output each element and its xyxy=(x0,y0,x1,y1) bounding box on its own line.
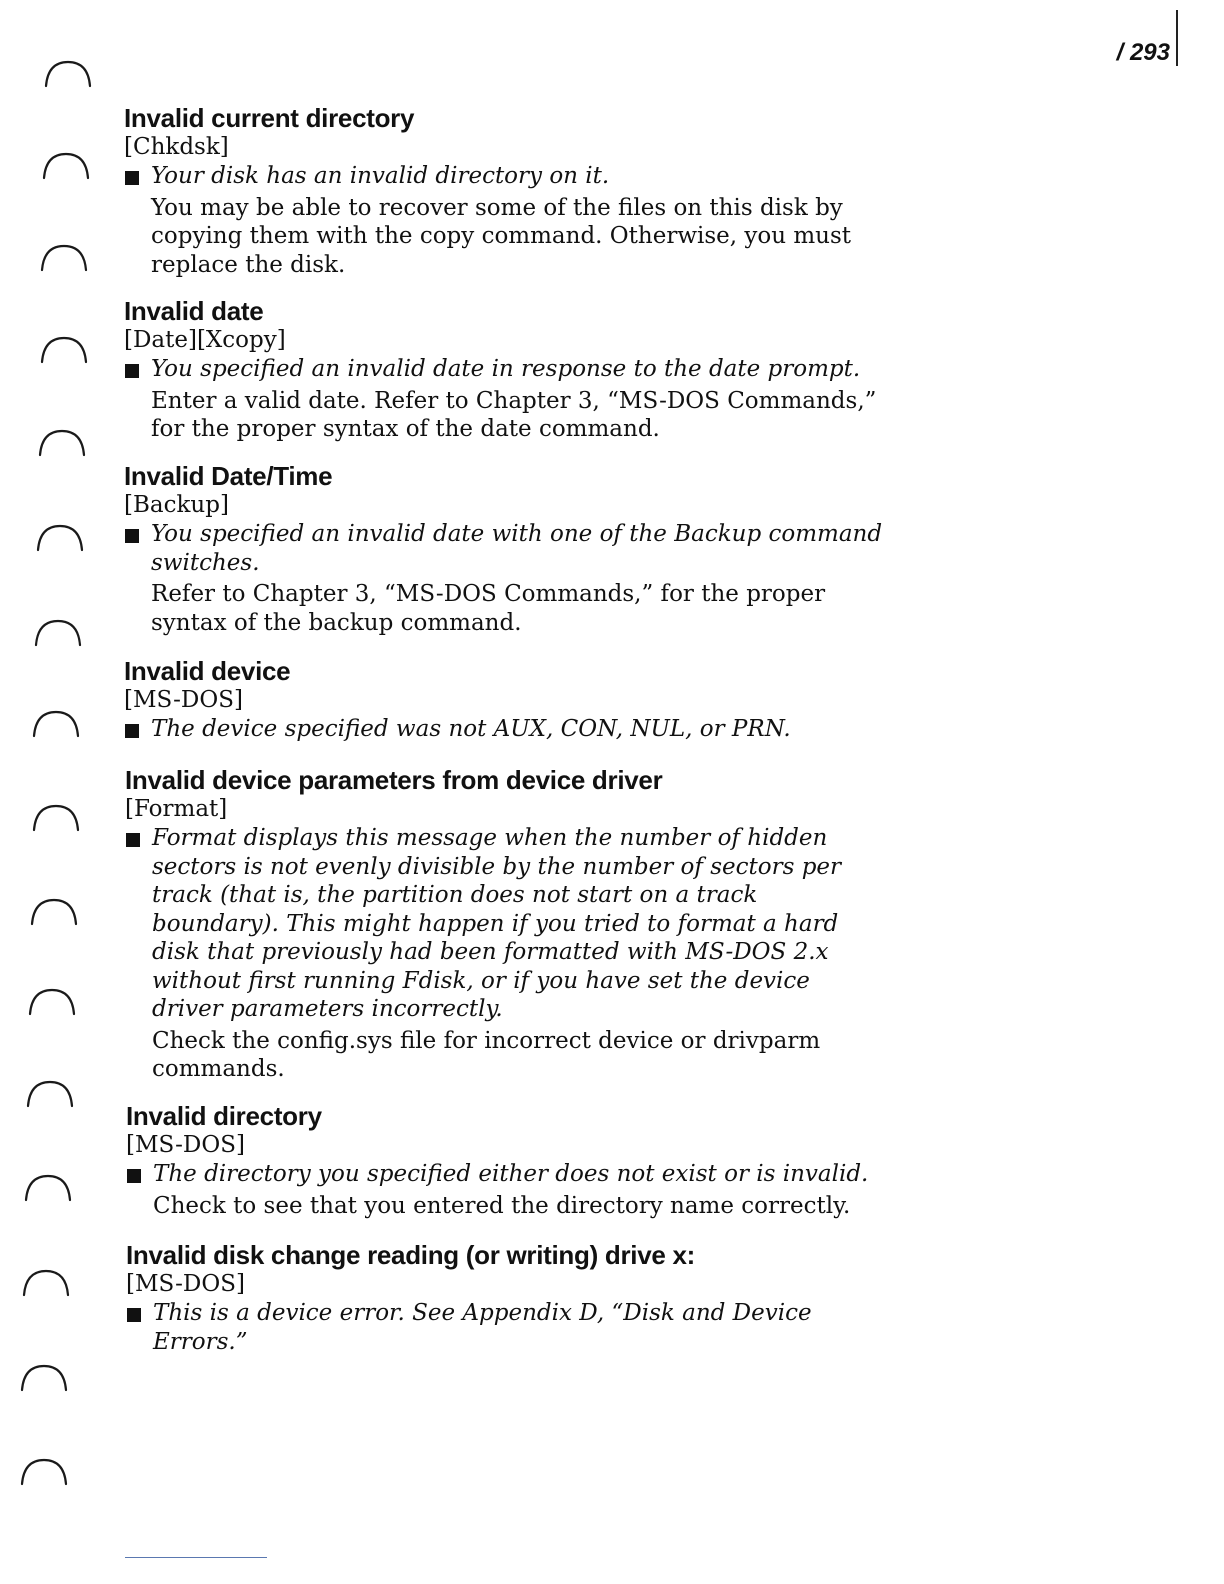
bottom-rule xyxy=(125,1557,267,1558)
message-title: Invalid current directory xyxy=(124,103,415,133)
message-source: [Format] xyxy=(125,796,228,822)
message-entry xyxy=(124,103,884,279)
message-detail xyxy=(126,1299,886,1356)
message-description: The directory you specified either does not exist or is invalid. xyxy=(153,1161,869,1187)
message-source: [MS-DOS] xyxy=(126,1132,245,1158)
message-title: Invalid directory xyxy=(126,1101,322,1131)
message-entry xyxy=(124,656,884,744)
bullet-icon xyxy=(125,724,139,738)
message-description: You specified an invalid date with one of the Backup command switches. xyxy=(151,521,883,576)
message-source: [MS-DOS] xyxy=(126,1271,245,1297)
message-entry xyxy=(124,461,884,637)
message-detail xyxy=(124,715,884,744)
message-description: The device specified was not AUX, CON, NUL, or PRN. xyxy=(151,716,791,742)
message-action: Check to see that you entered the directory name correctly. xyxy=(153,1192,851,1219)
message-description: You specified an invalid date in response to the date prompt. xyxy=(151,356,861,382)
message-action: Enter a valid date. Refer to Chapter 3, “MS-DOS Commands,” for the proper syntax of the date command. xyxy=(151,387,877,442)
bullet-icon xyxy=(125,529,139,543)
message-action: You may be able to recover some of the files on this disk by copying them with the copy command. Otherwise, you must replace the disk. xyxy=(151,194,852,278)
message-detail xyxy=(124,520,884,637)
message-description: Format displays this message when the number of hidden sectors is not evenly divisible by the number of sectors per track (that is, the partition does not start on a track boundary). This might happen if you tried to format a hard disk that previously had been formatted with MS-DOS 2.x without first running Fdisk, or if you have set the device driver parameters incorrectly. xyxy=(152,825,842,1022)
message-source: [Chkdsk] xyxy=(124,134,229,160)
message-entry xyxy=(125,765,885,1084)
bullet-icon xyxy=(127,1308,141,1322)
message-entry xyxy=(126,1240,886,1356)
message-source: [Backup] xyxy=(124,492,229,518)
message-description: This is a device error. See Appendix D, “Disk and Device Errors.” xyxy=(153,1300,812,1355)
message-detail xyxy=(126,1160,886,1220)
bullet-icon xyxy=(125,364,139,378)
message-source: [Date][Xcopy] xyxy=(124,327,286,353)
message-title: Invalid Date/Time xyxy=(124,461,333,491)
message-action: Check the config.sys file for incorrect device or drivparm commands. xyxy=(152,1027,821,1082)
bullet-icon xyxy=(125,171,139,185)
message-entry xyxy=(124,296,884,444)
message-description: Your disk has an invalid directory on it. xyxy=(151,163,610,189)
message-title: Invalid device xyxy=(124,656,291,686)
bullet-icon xyxy=(127,1169,141,1183)
message-source: [MS-DOS] xyxy=(124,687,243,713)
message-detail xyxy=(124,355,884,444)
message-title: Invalid disk change reading (or writing) drive x: xyxy=(126,1240,695,1270)
message-detail xyxy=(124,162,884,279)
message-action: Refer to Chapter 3, “MS-DOS Commands,” for the proper syntax of the backup command. xyxy=(151,581,826,636)
message-entry xyxy=(126,1101,886,1220)
message-title: Invalid date xyxy=(124,296,264,326)
bullet-icon xyxy=(126,833,140,847)
message-title: Invalid device parameters from device driver xyxy=(125,765,663,795)
message-detail xyxy=(125,824,885,1084)
page-number: / 293 xyxy=(1116,39,1170,66)
